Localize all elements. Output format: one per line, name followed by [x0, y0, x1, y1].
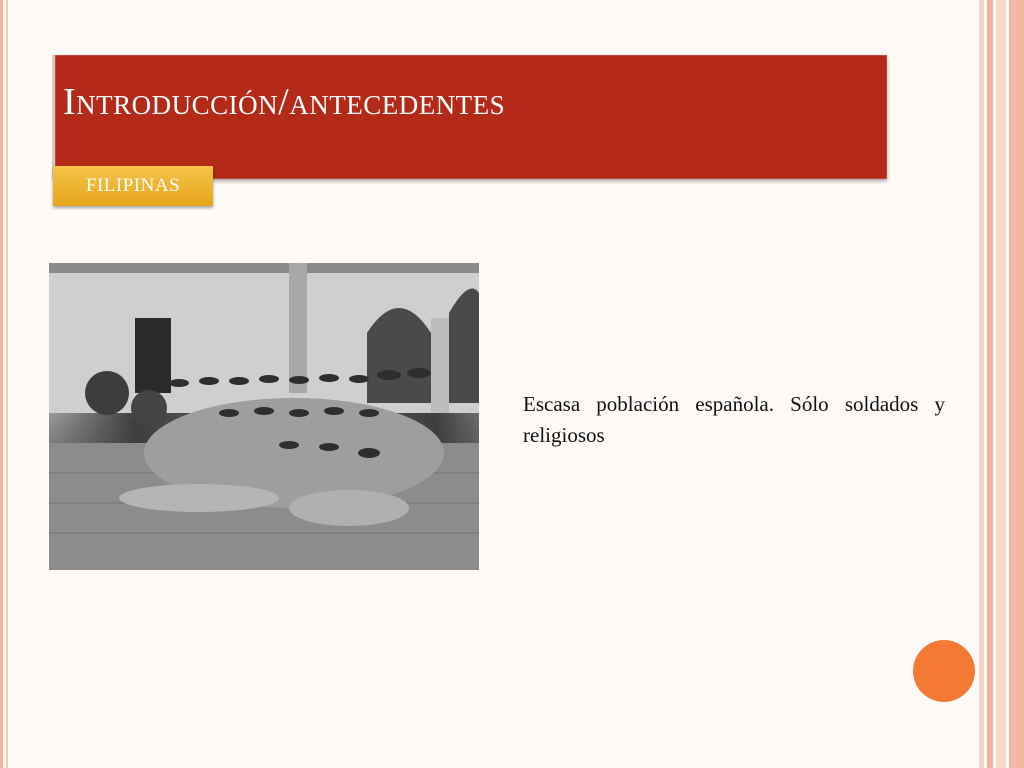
- frame-stripe: [6, 0, 8, 768]
- photo-illustration: [49, 263, 479, 570]
- body-text: Escasa población española. Sólo soldados y religiosos: [523, 392, 945, 447]
- slide-title: Introducción/antecedentes: [63, 81, 506, 123]
- frame-stripe: [979, 0, 984, 768]
- frame-stripe: [1009, 0, 1024, 768]
- title-banner: [55, 55, 887, 179]
- frame-stripe: [987, 0, 993, 768]
- banner-edge: [52, 55, 55, 179]
- historical-group-photo: [49, 263, 479, 570]
- subtitle-tag: FILIPINAS: [53, 166, 213, 206]
- frame-stripe: [0, 0, 3, 768]
- accent-dot: [913, 640, 975, 702]
- frame-stripe: [996, 0, 1006, 768]
